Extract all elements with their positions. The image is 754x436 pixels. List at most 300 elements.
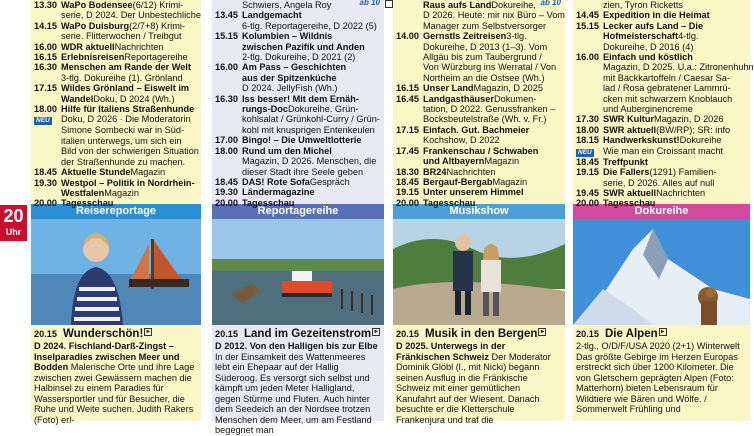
programme-time: 16.00 bbox=[34, 41, 57, 52]
programme-time: 16.15 bbox=[34, 52, 57, 63]
programme-title: Die Fallers bbox=[603, 167, 650, 178]
programme-info: (BW/RP); SR: info bbox=[656, 124, 731, 135]
programme-time: 19.30 bbox=[34, 177, 57, 188]
programme-title: Landgemacht bbox=[242, 10, 302, 21]
new-badge: NEU bbox=[36, 117, 50, 125]
highlight-text: 2-tlg., O/D/F/USA 2020 (2+1) Winterwelt Das größte Gebirge im Herzen Europas erstreckt sich über 1200 Kilometer. Die von Gletschern geprägten Alpen (Foto: Matterhorn) bieten Lebensraum für Wildtiere wie Bären und Wölfe. / Sommerwelt Frühling und bbox=[576, 341, 740, 414]
programme-entry[interactable] bbox=[215, 198, 382, 208]
programme-entry[interactable] bbox=[34, 31, 199, 41]
programme-time: 20.00 bbox=[396, 197, 419, 208]
programme-entry[interactable] bbox=[34, 62, 199, 72]
programme-entry[interactable] bbox=[396, 42, 563, 52]
programme-time bbox=[215, 104, 242, 114]
programme-time: 18.00 bbox=[576, 124, 599, 135]
highlight-text: Der Moderator Dominik Glöbl (l., mit Nicki) begann seinen Ausflug in die Fränkische Schweiz mit einer gemütlichen Kanufahrt auf der Wiesent. Danach besuchte er die Kletterschule Frankenjura und traf die bbox=[396, 351, 551, 425]
programme-time: 13.30 bbox=[34, 0, 57, 10]
hd-icon: ▸ bbox=[372, 328, 380, 336]
programme-time bbox=[396, 104, 423, 114]
programme-time bbox=[576, 62, 603, 72]
programme-time: 18.45 bbox=[215, 176, 238, 187]
programme-time: 17.15 bbox=[396, 124, 419, 135]
programme-entry[interactable] bbox=[396, 114, 563, 124]
programme-entry[interactable] bbox=[396, 94, 563, 104]
programme-time: 18.45 bbox=[396, 176, 419, 187]
programme-time bbox=[215, 156, 242, 166]
programme-time bbox=[215, 167, 242, 177]
programme-info: Doku, D 2024 (Wh.) bbox=[93, 93, 175, 104]
programme-entry[interactable] bbox=[576, 125, 748, 135]
programme-title: Einfach. Gut. Bachmeier bbox=[423, 124, 530, 135]
programme-info: mit Backkartoffeln / Caesar Sa- bbox=[603, 72, 730, 83]
programme-time bbox=[396, 156, 423, 166]
programme-title: Unser Land bbox=[423, 83, 474, 94]
programme-entry[interactable] bbox=[215, 187, 382, 197]
programme-entry[interactable] bbox=[576, 157, 748, 167]
programme-title: Aktuelle Stunde bbox=[61, 167, 131, 178]
programme-info: Simone Sombecki war in Süd- bbox=[61, 125, 185, 136]
programme-entry[interactable] bbox=[34, 198, 199, 208]
programme-entry[interactable] bbox=[215, 52, 382, 62]
hd-icon: ▸ bbox=[659, 328, 667, 336]
programme-entry[interactable] bbox=[215, 62, 382, 72]
programme-title: Hilfe für Italiens Straßenhunde bbox=[61, 104, 195, 115]
programme-info: Magazin bbox=[104, 187, 139, 198]
programme-entry[interactable] bbox=[215, 73, 382, 83]
highlight-programme[interactable] bbox=[393, 325, 565, 425]
channel-column bbox=[573, 0, 754, 421]
programme-time bbox=[396, 114, 423, 124]
programme-entry[interactable] bbox=[576, 52, 748, 62]
programme-info: Dokureihe, D 2013 (1–3). Vom bbox=[423, 41, 548, 52]
programme-title: Wandel bbox=[61, 93, 94, 104]
channel-column bbox=[212, 0, 384, 435]
programme-entry[interactable] bbox=[396, 146, 563, 156]
programme-time: 18.15 bbox=[576, 135, 599, 146]
programme-entry[interactable] bbox=[215, 114, 382, 124]
programme-title: SWR Kultur bbox=[603, 114, 655, 125]
programme-title: Handwerkskunst! bbox=[603, 135, 680, 146]
programme-time: 20.00 bbox=[34, 198, 57, 209]
programme-entry[interactable] bbox=[215, 104, 382, 114]
programme-info: cken mit schwarzem Knoblauch bbox=[603, 93, 733, 104]
programme-list bbox=[573, 0, 754, 209]
programme-info: dieser Stadt ihre Seele geben bbox=[242, 166, 364, 177]
programme-title: Ländermagazine bbox=[242, 187, 315, 198]
highlight-title: Wunderschön! bbox=[63, 328, 144, 340]
programme-entry[interactable] bbox=[215, 21, 382, 31]
programme-info: 6-tlg. Reportagereihe, D 2022 (5) bbox=[242, 20, 377, 31]
hd-icon: ▸ bbox=[144, 328, 152, 336]
programme-entry[interactable] bbox=[576, 21, 748, 31]
programme-time bbox=[34, 31, 61, 41]
channel-corner-note: ab 10 bbox=[359, 0, 380, 7]
programme-time: 14.00 bbox=[396, 31, 419, 42]
programme-entry[interactable] bbox=[396, 198, 563, 208]
programme-info: Nachrichten bbox=[446, 166, 496, 177]
programme-info: Magazin, D 2026. Menschen, die bbox=[242, 156, 377, 167]
programme-entry[interactable] bbox=[396, 0, 563, 10]
column-separator bbox=[202, 0, 211, 421]
programme-title: aus der Spitzenküche bbox=[242, 72, 337, 83]
programme-info: serie, D 2024. Der Unbestechliche bbox=[61, 10, 201, 21]
programme-entry[interactable] bbox=[215, 125, 382, 135]
programme-title: Lecker aufs Land – Die bbox=[603, 20, 704, 31]
programme-entry[interactable] bbox=[215, 135, 382, 145]
programme-time bbox=[215, 73, 242, 83]
programme-info: Kochshow, D 2022 bbox=[423, 135, 500, 146]
programme-title: Treffpunkt bbox=[603, 156, 648, 167]
programme-info: (6/12) Krimi- bbox=[132, 0, 184, 10]
programme-entry[interactable] bbox=[576, 114, 748, 124]
programme-title: Westfalen bbox=[61, 187, 105, 198]
programme-time bbox=[576, 104, 603, 114]
programme-entry[interactable] bbox=[34, 10, 199, 20]
hd-icon: ▸ bbox=[538, 328, 546, 336]
programme-entry[interactable] bbox=[215, 177, 382, 187]
programme-entry[interactable] bbox=[215, 42, 382, 52]
programme-time bbox=[396, 21, 423, 31]
programme-title: Wildes Grönland – Eiswelt im bbox=[61, 83, 190, 94]
programme-info: italien unterwegs, um sich ein bbox=[61, 135, 182, 146]
programme-entry[interactable] bbox=[396, 62, 563, 72]
programme-entry[interactable] bbox=[34, 114, 199, 125]
programme-time bbox=[215, 52, 242, 62]
programme-entry[interactable] bbox=[396, 156, 563, 166]
programme-info: Von Würzburg ins Werratal / Von bbox=[423, 62, 557, 73]
programme-time: 15.15 bbox=[215, 31, 238, 42]
highlight-description bbox=[396, 341, 562, 425]
programme-photo[interactable] bbox=[31, 219, 201, 325]
programme-list bbox=[212, 0, 384, 208]
programme-entry[interactable] bbox=[396, 177, 563, 187]
programme-info: Reportagereihe bbox=[124, 52, 188, 63]
highlight-programme[interactable] bbox=[31, 325, 201, 425]
programme-info: Bild von der schwierigen Situation bbox=[61, 146, 199, 157]
programme-time: 15.15 bbox=[576, 20, 599, 31]
programme-time bbox=[396, 0, 423, 10]
highlight-subtitle: D 2025. Unterwegs in der Fränkischen Schweiz bbox=[396, 341, 506, 362]
programme-time: 20.00 bbox=[215, 197, 238, 208]
programme-entry[interactable] bbox=[396, 104, 563, 114]
programme-entry[interactable] bbox=[215, 167, 382, 177]
programme-title: Tagesschau bbox=[423, 197, 476, 208]
programme-title: rungs-Doc bbox=[242, 104, 288, 115]
programme-title: Hofmeisterschaft bbox=[603, 31, 679, 42]
programme-info: serie. Flitterwochen / Treibgut bbox=[61, 31, 182, 42]
programme-entry[interactable] bbox=[396, 83, 563, 93]
channel-column bbox=[393, 0, 565, 425]
programme-info: Dokureihe, bbox=[491, 0, 536, 10]
programme-title: DAS! Rote Sofa bbox=[242, 176, 310, 187]
programme-time: 18.45 bbox=[34, 167, 57, 178]
programme-entry[interactable] bbox=[576, 31, 748, 41]
programme-photo[interactable] bbox=[212, 219, 384, 325]
programme-list bbox=[393, 0, 565, 208]
programme-time bbox=[34, 114, 61, 125]
programme-time bbox=[215, 114, 242, 124]
programme-time: 19.30 bbox=[215, 187, 238, 198]
programme-time bbox=[34, 146, 61, 156]
new-badge: NEU bbox=[578, 148, 592, 156]
programme-title: Expedition in die Heimat bbox=[603, 10, 710, 21]
programme-time: 18.45 bbox=[576, 156, 599, 167]
programme-time: 16.00 bbox=[215, 62, 238, 73]
programme-title: Tagesschau bbox=[61, 198, 114, 209]
programme-entry[interactable] bbox=[34, 157, 199, 167]
programme-entry[interactable] bbox=[34, 52, 199, 62]
programme-time: 17.45 bbox=[396, 145, 419, 156]
programme-time: 19.15 bbox=[576, 167, 599, 178]
hour-marker bbox=[0, 205, 27, 241]
programme-entry[interactable] bbox=[34, 73, 199, 83]
programme-entry[interactable] bbox=[34, 83, 199, 93]
programme-info: 4-tlg. bbox=[678, 31, 699, 42]
programme-entry[interactable] bbox=[396, 52, 563, 62]
programme-photo[interactable] bbox=[573, 219, 750, 325]
programme-entry[interactable] bbox=[396, 187, 563, 197]
programme-entry[interactable] bbox=[396, 135, 563, 145]
programme-entry[interactable] bbox=[576, 62, 754, 73]
programme-entry[interactable] bbox=[215, 156, 382, 166]
programme-time bbox=[34, 125, 61, 135]
programme-entry[interactable] bbox=[34, 0, 199, 10]
programme-entry[interactable] bbox=[576, 146, 748, 157]
programme-entry[interactable] bbox=[34, 94, 199, 104]
programme-info: Northeim an die Ostsee (Wh.) bbox=[423, 72, 545, 83]
programme-time bbox=[396, 52, 423, 62]
highlight-subtitle: D 2012. Von den Halligen bis zur Elbe bbox=[215, 341, 378, 351]
programme-entry[interactable] bbox=[396, 31, 563, 41]
programme-time bbox=[576, 83, 603, 93]
programme-title: Menschen am Rande der Welt bbox=[61, 62, 192, 73]
programme-time: 16.30 bbox=[34, 62, 57, 73]
highlight-title: Die Alpen bbox=[605, 328, 658, 340]
highlight-title: Land im Gezeitenstrom bbox=[244, 328, 372, 340]
programme-entry[interactable] bbox=[34, 188, 199, 198]
programme-title: Frankenschau / Schwaben bbox=[423, 145, 539, 156]
programme-title: SWR aktuell bbox=[603, 124, 657, 135]
programme-title: Tagesschau bbox=[603, 198, 656, 209]
programme-entry[interactable] bbox=[576, 135, 748, 145]
column-separator bbox=[385, 0, 393, 8]
programme-entry[interactable] bbox=[576, 0, 748, 10]
programme-info: und Auberginencreme bbox=[603, 104, 693, 115]
genre-banner: Reportagereihe bbox=[212, 204, 384, 219]
programme-time bbox=[34, 73, 61, 83]
hour-unit: Uhr bbox=[5, 227, 22, 237]
programme-title: zwischen Pazifik und Anden bbox=[242, 41, 365, 52]
programme-time bbox=[576, 94, 603, 104]
programme-time: 16.45 bbox=[396, 93, 419, 104]
programme-title: Am Pass – Geschichten bbox=[242, 62, 347, 73]
programme-title: Unter unserem Himmel bbox=[423, 187, 524, 198]
programme-time: 20.00 bbox=[576, 198, 599, 209]
programme-entry[interactable] bbox=[34, 178, 199, 188]
programme-time bbox=[396, 42, 423, 52]
programme-info: kohl mit knusprigen Entenkeulen bbox=[242, 124, 375, 135]
programme-info: Dokureihe bbox=[679, 135, 722, 146]
programme-info: Doku, D 2026 · Die Moderatorin bbox=[61, 114, 191, 125]
programme-title: Kolumbien – Wildnis bbox=[242, 31, 333, 42]
programme-entry[interactable] bbox=[215, 146, 382, 156]
programme-info: zien, Tyron Ricketts bbox=[603, 0, 683, 10]
programme-time bbox=[34, 188, 61, 198]
programme-info: Bocksbeutelstraße (Wh. v. Fr.) bbox=[423, 114, 547, 125]
highlight-time: 20.15 bbox=[576, 329, 599, 339]
programme-time bbox=[396, 10, 423, 20]
programme-title: Tagesschau bbox=[242, 197, 295, 208]
programme-title: Einfach und köstlich bbox=[603, 52, 693, 63]
programme-info: D 2024. JellyFish (Wh.) bbox=[242, 83, 338, 94]
programme-time bbox=[576, 0, 603, 10]
programme-time bbox=[576, 178, 603, 188]
programme-entry[interactable] bbox=[576, 198, 748, 208]
programme-info: Gespräch bbox=[309, 176, 350, 187]
programme-info: serie, D 2026. Alles auf null bbox=[603, 177, 715, 188]
programme-entry[interactable] bbox=[576, 104, 748, 114]
programme-entry[interactable] bbox=[215, 10, 382, 20]
programme-title: BR24 bbox=[423, 166, 447, 177]
programme-time bbox=[396, 135, 423, 145]
programme-entry[interactable] bbox=[576, 94, 748, 104]
programme-info: Wie man ein Croissant macht bbox=[603, 145, 723, 156]
programme-time: 19.45 bbox=[576, 187, 599, 198]
programme-entry[interactable] bbox=[34, 167, 199, 177]
programme-entry[interactable] bbox=[576, 188, 748, 198]
programme-photo[interactable] bbox=[393, 219, 565, 325]
programme-time: 18.30 bbox=[396, 166, 419, 177]
programme-time: 16.00 bbox=[576, 52, 599, 63]
programme-time: 14.45 bbox=[576, 10, 599, 21]
programme-time bbox=[34, 157, 61, 167]
programme-time bbox=[576, 42, 603, 52]
programme-time: 13.45 bbox=[215, 10, 238, 21]
programme-info: Dokureihe. Grün- bbox=[287, 104, 359, 115]
programme-title: Landgasthäuser bbox=[423, 93, 494, 104]
programme-entry[interactable] bbox=[34, 146, 199, 156]
programme-time bbox=[576, 73, 603, 83]
programme-info: Magazin bbox=[130, 167, 166, 178]
programme-title: WaPo Duisburg bbox=[61, 20, 130, 31]
highlight-programme[interactable] bbox=[212, 325, 384, 436]
programme-entry[interactable] bbox=[576, 73, 748, 83]
programme-entry[interactable] bbox=[215, 83, 382, 93]
programme-info: Magazin bbox=[484, 156, 520, 167]
programme-title: und Altbayern bbox=[423, 156, 485, 167]
programme-time: 18.00 bbox=[34, 104, 57, 115]
genre-banner: Dokureihe bbox=[573, 204, 750, 219]
programme-entry[interactable] bbox=[215, 94, 382, 104]
programme-entry[interactable] bbox=[576, 42, 748, 52]
highlight-title: Musik in den Bergen bbox=[425, 328, 538, 340]
programme-title: Gernstls Zeitreisen bbox=[423, 31, 507, 42]
channel-column bbox=[31, 0, 201, 425]
programme-time bbox=[396, 73, 423, 83]
programme-entry[interactable] bbox=[396, 21, 563, 31]
programme-entry[interactable] bbox=[34, 125, 199, 135]
programme-info: Nachrichten bbox=[656, 187, 706, 198]
programme-info: Allgäu bis zum Taubergrund / bbox=[423, 52, 542, 63]
programme-time bbox=[215, 83, 242, 93]
programme-entry[interactable] bbox=[215, 0, 382, 10]
highlight-time: 20.15 bbox=[34, 329, 57, 339]
programme-info: 3-tlg. bbox=[506, 31, 527, 42]
highlight-time: 20.15 bbox=[396, 329, 419, 339]
programme-info: kohlsalat / Grünkohl-Curry / Grün- bbox=[242, 114, 380, 125]
genre-banner: Reisereportage bbox=[31, 204, 201, 219]
highlight-description bbox=[576, 341, 747, 415]
programme-time: 16.15 bbox=[396, 83, 419, 94]
programme-info: Dokumen- bbox=[493, 93, 537, 104]
programme-time bbox=[215, 125, 242, 135]
programme-entry[interactable] bbox=[396, 167, 563, 177]
programme-info: Dokureihe, D 2016 (4) bbox=[603, 41, 694, 52]
genre-banner: Musikshow bbox=[393, 204, 565, 219]
programme-list bbox=[31, 0, 201, 209]
channel-corner-note: ab 10 bbox=[540, 0, 561, 7]
programme-title: Iss besser! Mit dem Ernäh- bbox=[242, 93, 359, 104]
programme-info: 3-tlg. Dokureihe (1). Grönland bbox=[61, 72, 183, 83]
highlight-description bbox=[215, 341, 381, 436]
highlight-programme[interactable] bbox=[573, 325, 750, 415]
programme-title: WDR aktuell bbox=[61, 41, 115, 52]
programme-title: Erlebnisreisen bbox=[61, 52, 125, 63]
programme-time bbox=[215, 21, 242, 31]
programme-time: 17.15 bbox=[34, 83, 57, 94]
programme-time: 18.00 bbox=[215, 145, 238, 156]
programme-info: Magazin, D 2025 bbox=[473, 83, 544, 94]
programme-entry[interactable] bbox=[34, 104, 199, 114]
programme-time bbox=[215, 0, 242, 10]
programme-info: 2-tlg. Dokureihe, D 2021 (2) bbox=[242, 52, 356, 63]
programme-entry[interactable] bbox=[34, 136, 199, 146]
programme-entry[interactable] bbox=[576, 178, 748, 188]
programme-title: Bingo! – Die Umweltlotterie bbox=[242, 135, 362, 146]
programme-title: Raus aufs Land bbox=[423, 0, 492, 10]
programme-info: (2/7+8) Krimi- bbox=[129, 20, 185, 31]
programme-title: SWR aktuell bbox=[603, 187, 657, 198]
programme-entry[interactable] bbox=[34, 21, 199, 31]
programme-time: 17.30 bbox=[576, 114, 599, 125]
programme-entry[interactable] bbox=[396, 10, 563, 20]
programme-info: tation, D 2022. Genussfranken – bbox=[423, 104, 556, 115]
programme-time bbox=[215, 42, 242, 52]
programme-entry[interactable] bbox=[576, 83, 748, 93]
programme-entry[interactable] bbox=[576, 167, 748, 177]
programme-info: Magazin, D 2025. U.a.: Zitronenhuhn bbox=[603, 62, 754, 73]
programme-entry[interactable] bbox=[215, 31, 382, 41]
programme-time bbox=[34, 10, 61, 20]
programme-entry[interactable] bbox=[576, 10, 748, 20]
programme-info: Magazin, D 2026 bbox=[654, 114, 724, 125]
programme-info: Magazin bbox=[492, 176, 528, 187]
programme-time bbox=[396, 62, 423, 72]
programme-time: 14.15 bbox=[34, 20, 57, 31]
programme-time bbox=[34, 136, 61, 146]
programme-entry[interactable] bbox=[396, 125, 563, 135]
programme-info: der Straßenhunde zu machen. bbox=[61, 156, 186, 167]
programme-time: 19.15 bbox=[396, 187, 419, 198]
programme-time bbox=[576, 146, 603, 157]
programme-info: Manager zum Selbstversorger bbox=[423, 20, 547, 31]
programme-time bbox=[576, 31, 603, 41]
programme-entry[interactable] bbox=[34, 42, 199, 52]
highlight-subtitle: D 2024. Fischland-Darß-Zingst – Inselparadies zwischen Meer und Bodden bbox=[34, 341, 180, 372]
programme-title: Rund um den Michel bbox=[242, 145, 332, 156]
programme-entry[interactable] bbox=[396, 73, 563, 83]
programme-time: 16.30 bbox=[215, 93, 238, 104]
programme-info: D 2026. Heute: mir nix Büro – Vom bbox=[423, 10, 565, 21]
